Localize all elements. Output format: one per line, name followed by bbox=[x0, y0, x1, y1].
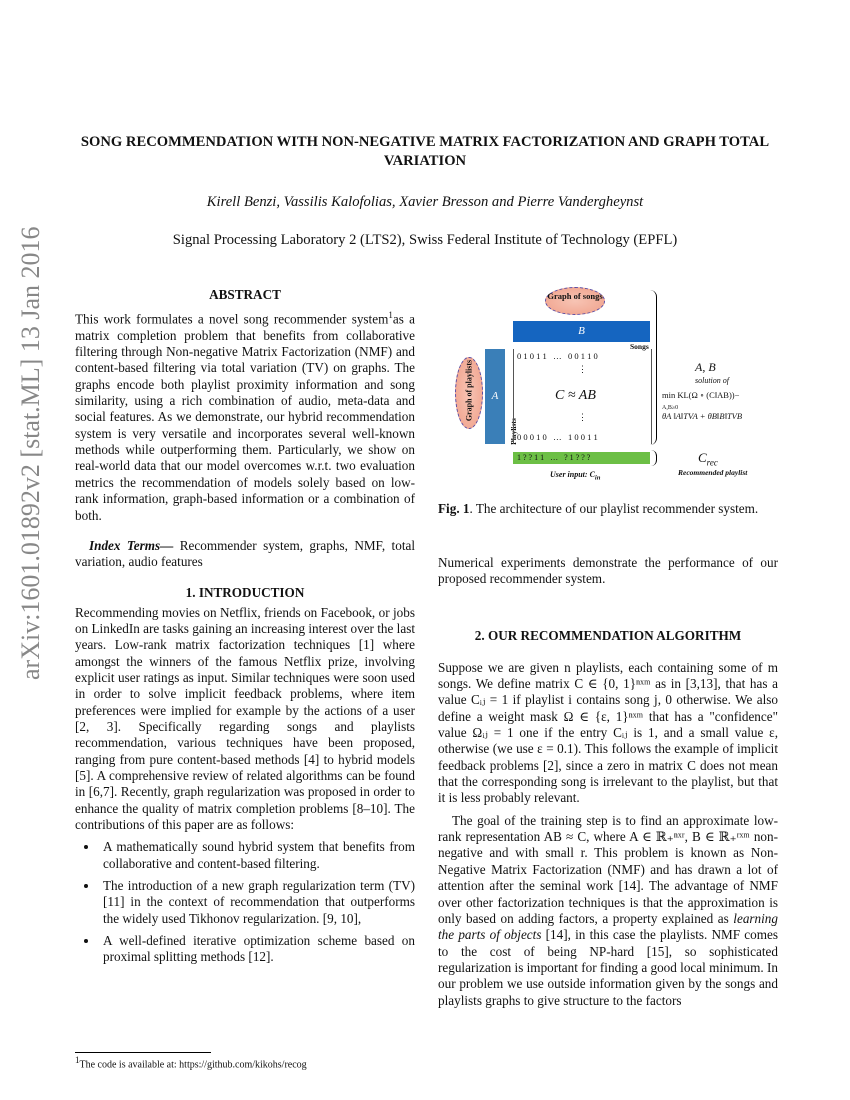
brace bbox=[650, 450, 657, 466]
section2-heading: 2. OUR RECOMMENDATION ALGORITHM bbox=[474, 627, 742, 643]
left-column bbox=[75, 287, 415, 972]
list-item: • The introduction of a new graph regularization term (TV) [11] in the context of recommendation that outperforms the widely used Tikhonov regularization. [9, 10], bbox=[99, 878, 415, 927]
user-input-label: User input: $C_{in}$ bbox=[550, 470, 601, 482]
matrix-a: A bbox=[485, 349, 505, 444]
abstract-text: This work formulates a novel song recommender system$^1$as a matrix completion problem that benefits from collaborative filtering through Non-negative Matrix Factorization (NMF) and content-based filtering via total variation (TV) on graphs. The graphs encode both playlist proximity information and song similarity, using a rich combination of audio, meta-data and social features. As we demonstrate, our hybrid recommendation system is very versatile and incorporates several well-known methods while outperforming them. Particularly, we show on real-world data that our model overcomes w.r.t. two evaluation metrics the recommendation of models solely based on low-rank information, graph-based information or a combination of both. bbox=[75, 310, 415, 523]
abstract-heading: ABSTRACT bbox=[209, 287, 281, 302]
footnote: $^1$The code is available at: https://github.com/kikohs/recog bbox=[75, 1055, 307, 1071]
figure-architecture bbox=[440, 282, 820, 487]
numerical-paragraph: Numerical experiments demonstrate the performance of our proposed recommender system. bbox=[438, 555, 778, 587]
list-item: • A well-defined iterative optimization scheme based on proximal splitting methods [12]. bbox=[99, 933, 415, 966]
arxiv-identifier: arXiv:1601.01892v2 [stat.ML] 13 Jan 2016 bbox=[16, 226, 45, 680]
figure-caption: Fig. 1. The architecture of our playlist recommender system. bbox=[438, 501, 759, 516]
section2-paragraph-2: The goal of the training step is to find an approximate low-rank representation AB ≈ C, where A ∈ ℝ₊ⁿˣʳ, B ∈ ℝ₊ʳˣᵐ non-negative and with small r. This problem is known as Non-Negative Matrix Factorization (NMF) and has drawn a lot of attention after the seminal work [14]. The advantage of NMF over other factorization techniques is that the approximation is only based on adding factors, a property explained as learning the parts of objects [14], in this case the playlists. NMF comes to the cost of being NP-hard [15], so sophisticated regularization is important for finding a good local minimum. In our problem we use outside information given by the songs and playlists graphs to give structure to the factors bbox=[438, 812, 778, 1008]
recommended-playlist-label: Recommended playlist bbox=[678, 468, 748, 477]
intro-heading: 1. INTRODUCTION bbox=[185, 584, 305, 600]
vdots: ⋮ bbox=[578, 412, 587, 422]
objective-formula: min KL(Ω ∘ (C‖AB))− A,B≥0 θA ‖A‖TVA + θB‖B‖TVB bbox=[662, 390, 743, 421]
authors: Kirell Benzi, Vassilis Kalofolias, Xavier Bresson and Pierre Vandergheynst bbox=[206, 194, 644, 210]
intro-paragraph: Recommending movies on Netflix, friends on Facebook, or jobs on LinkedIn are tasks gaining an increasing interest over the last years. Low-rank matrix factorization techniques [1] where amongst the winners of the famous Netflix prize, involving explicit user ratings as input. Similar techniques were soon used in order to solve implicit feedback problems, where item preferences were implied for example by the actions of a user [2, 3]. Specifically regarding songs and playlists recommendation, various techniques have been proposed, ranging from pure content-based methods [4] to hybrid models [5]. A comprehensive review of related algorithms can be found in [6,7]. Recently, graph regularization was proposed in order to enhance the quality of matrix completion problems [8–10]. The contributions of this paper are as follows: bbox=[75, 604, 415, 833]
matrix-first-row: 0 1 0 1 1 … 0 0 1 1 0 bbox=[517, 351, 598, 361]
contributions-list bbox=[75, 839, 415, 965]
brace bbox=[650, 290, 657, 445]
crec-label: $C_{rec}$ bbox=[698, 450, 718, 468]
matrix-last-row: 0 0 0 1 0 … 1 0 0 1 1 bbox=[517, 432, 598, 442]
footnote-rule bbox=[75, 1052, 211, 1053]
affiliation: Signal Processing Laboratory 2 (LTS2), Swiss Federal Institute of Technology (EPFL) bbox=[172, 232, 678, 248]
paper-title: SONG RECOMMENDATION WITH NON-NEGATIVE MATRIX FACTORIZATION AND GRAPH TOTAL VARIATION bbox=[80, 134, 770, 169]
section2-paragraph-1: Suppose we are given n playlists, each containing some of m songs. We define matrix C ∈ {0, 1}ⁿˣᵐ as in [3,13], that has a value Cᵢⱼ = 1 if playlist i contains song j, 0 otherwise. We also define a weight mask Ω ∈ {ε, 1}ⁿˣᵐ that has a "confidence" value Ωᵢⱼ = 1 one if the entry Cᵢⱼ is 1, and a small value ε, otherwise (we use ε = 0.1). This follows the example of implicit feedback problems [2], since a zero in matrix C does not mean that the corresponding song is irrelevant to the playlist, but that it is less probably relevant. bbox=[438, 659, 778, 806]
right-column bbox=[438, 555, 778, 1009]
playlists-label: Playlists bbox=[508, 418, 518, 445]
index-terms: Index Terms— Recommender system, graphs, NMF, total variation, audio features bbox=[75, 537, 415, 570]
user-input-row: 1 ? ? 1 1 … ? 1 ? ? ? bbox=[513, 452, 650, 464]
ab-label: A, B bbox=[695, 360, 716, 374]
vdots: ⋮ bbox=[578, 364, 587, 374]
list-item: • A mathematically sound hybrid system that benefits from collaborative and content-based filtering. bbox=[99, 839, 415, 872]
graph-of-playlists-image: Graph of playlists bbox=[455, 357, 483, 429]
graph-of-songs-image: Graph of songs bbox=[545, 287, 605, 315]
footnote-link[interactable]: The code is available at: https://github.com/kikohs/recog bbox=[79, 1059, 307, 1071]
solution-of-label: solution of bbox=[695, 376, 730, 385]
songs-label: Songs bbox=[630, 342, 649, 351]
matrix-b: B bbox=[513, 321, 650, 342]
matrix-equation: C ≈ AB bbox=[555, 388, 596, 403]
